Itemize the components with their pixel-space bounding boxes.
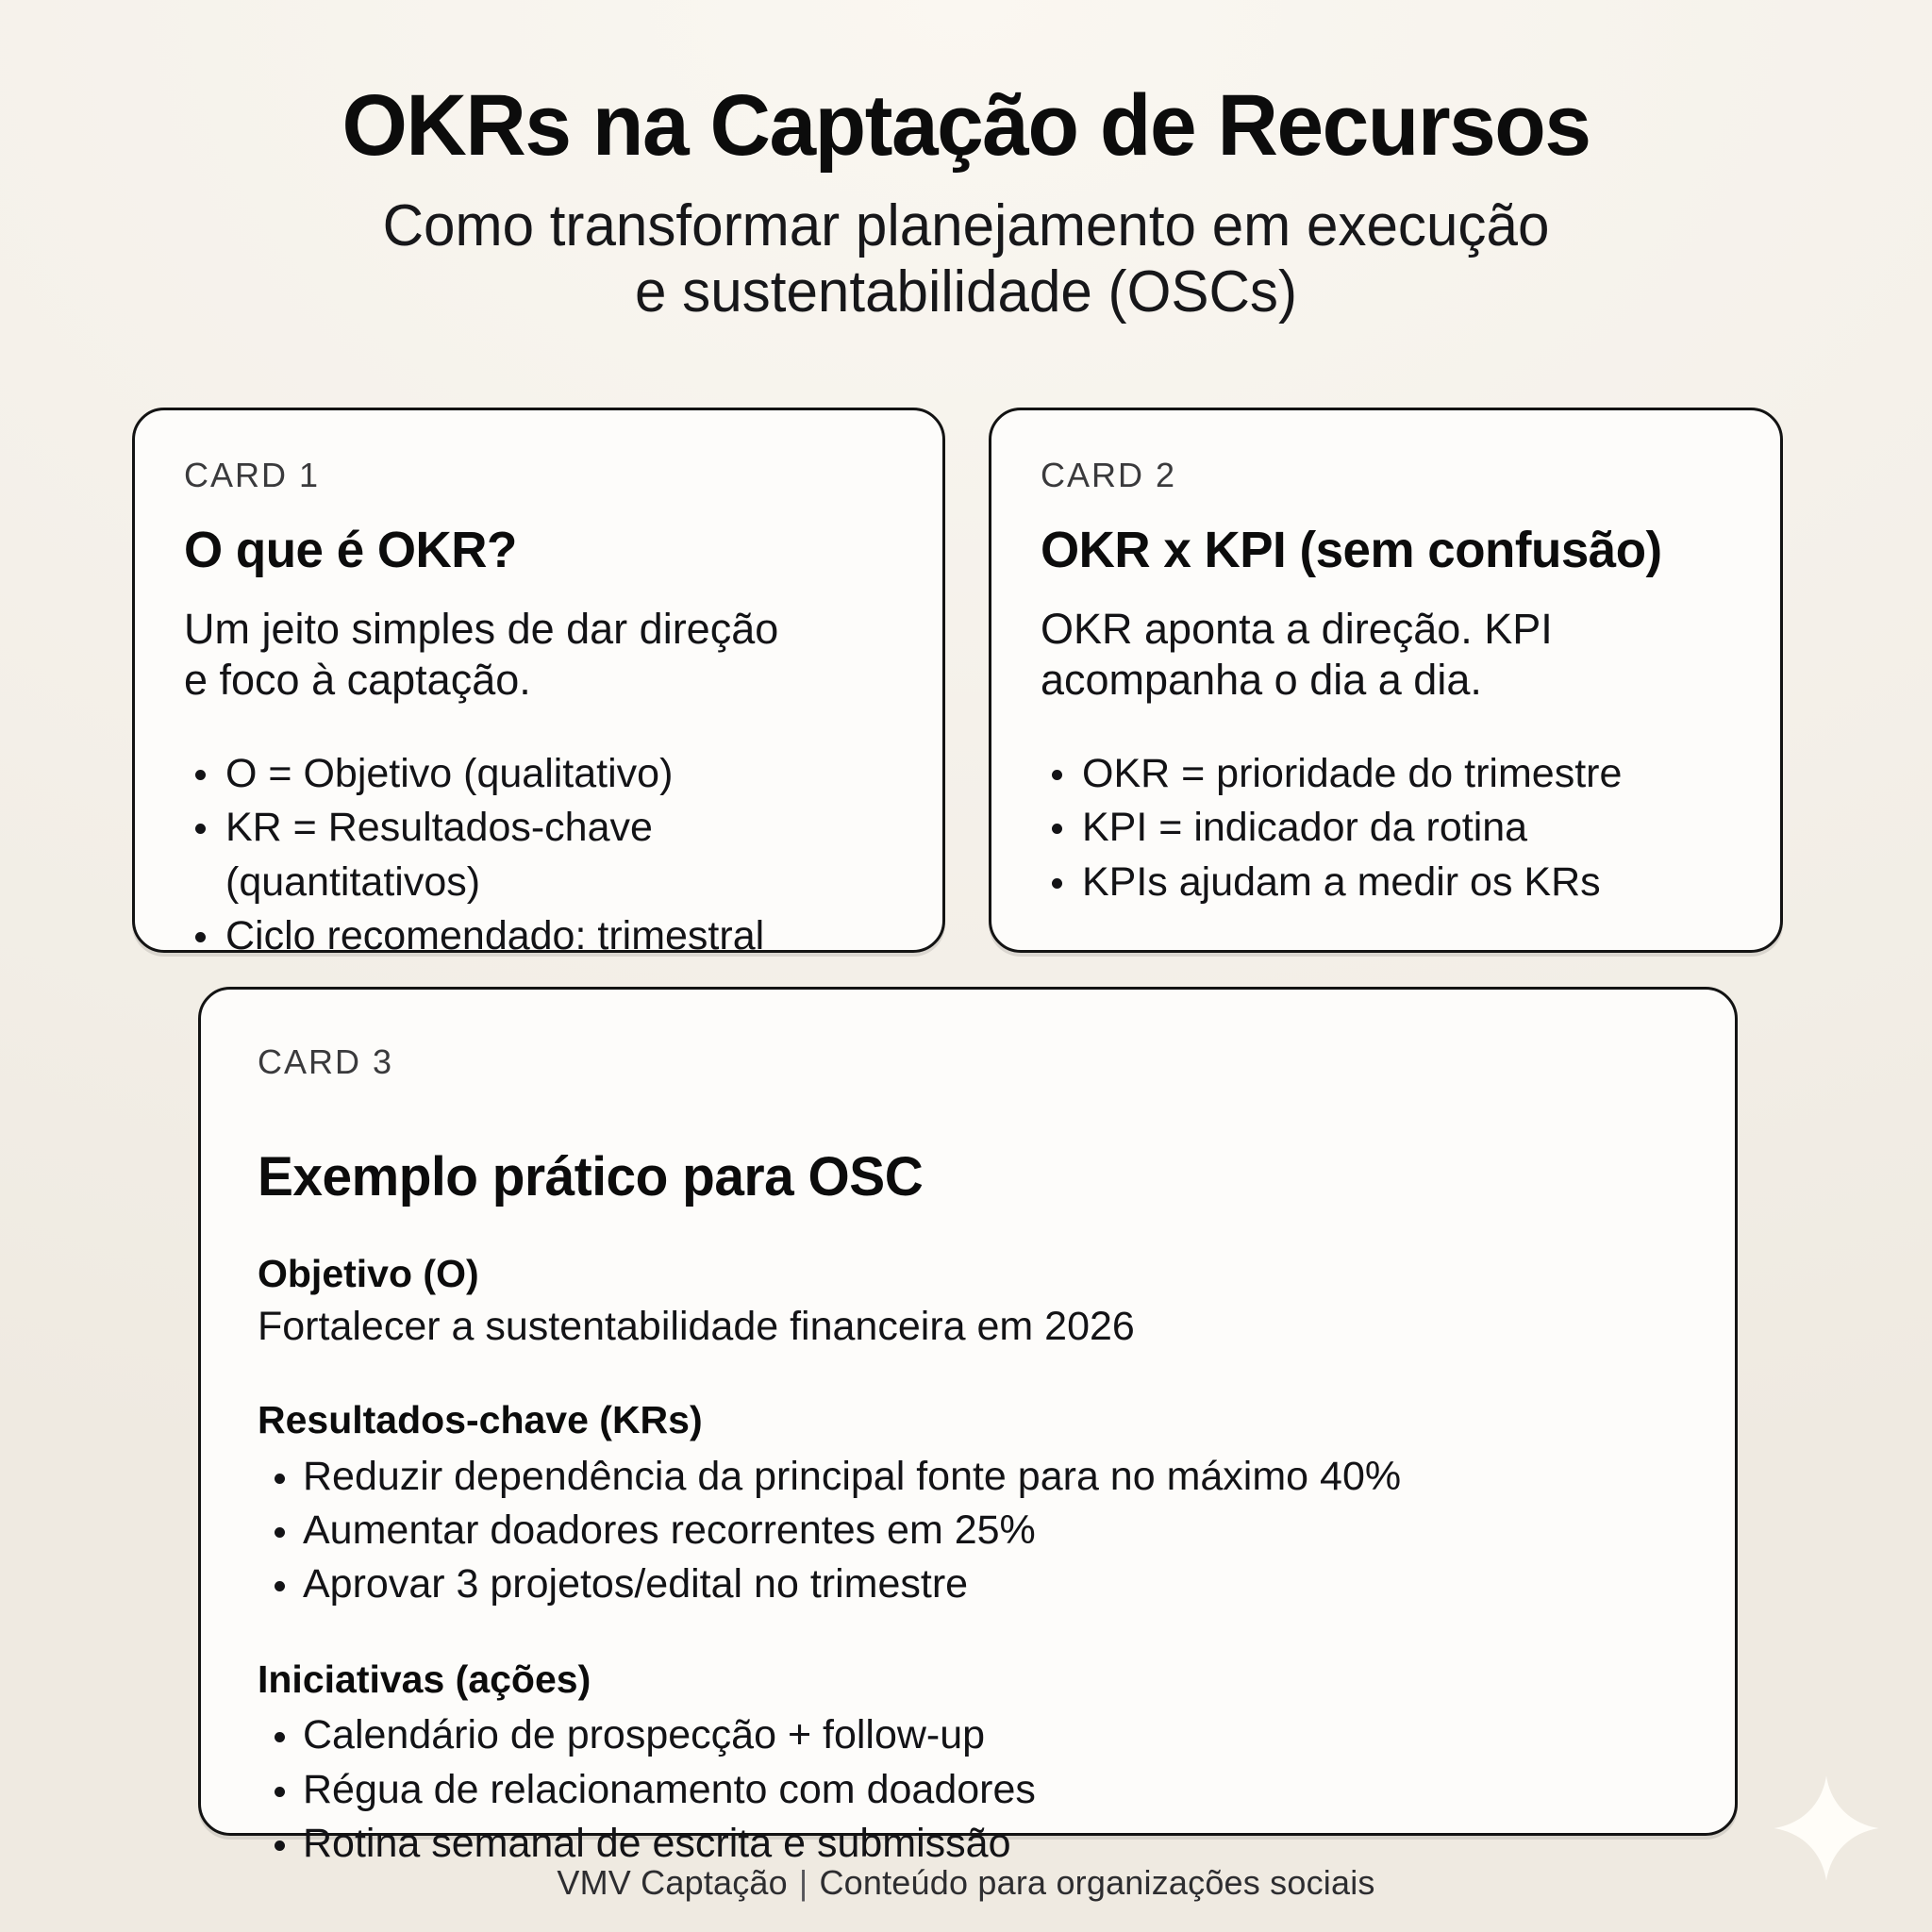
card-2-title: OKR x KPI (sem confusão): [1041, 522, 1662, 578]
card-1-lead: [184, 604, 893, 706]
page-subtitle: [29, 193, 1904, 325]
card-2-lead-line-1: OKR aponta a direção. KPI: [1041, 605, 1553, 654]
card-3-title: Exemplo prático para OSC: [258, 1146, 924, 1208]
card-1-bullet-list: [184, 747, 893, 963]
footer-tagline: Conteúdo para organizações sociais: [819, 1863, 1375, 1902]
list-item: KPIs ajudam a medir os KRs: [1041, 856, 1731, 909]
card-1-label: CARD 1: [184, 456, 321, 494]
card-3-section-iniciativas: [258, 1657, 1678, 1871]
list-item: Reduzir dependência da principal fonte para no máximo 40%: [258, 1450, 1678, 1504]
list-item: OKR = prioridade do trimestre: [1041, 747, 1731, 801]
card-3-label: CARD 3: [258, 1042, 394, 1081]
page-title: OKRs na Captação de Recursos: [341, 77, 1591, 174]
card-2[interactable]: [989, 408, 1783, 953]
card-3-section-krs: [258, 1397, 1678, 1611]
footer-divider: |: [798, 1863, 808, 1902]
card-1-title: O que é OKR?: [184, 522, 517, 578]
card-2-lead: [1041, 604, 1731, 706]
section-heading: Objetivo (O): [258, 1252, 479, 1296]
card-1-lead-line-1: Um jeito simples de dar direção: [184, 605, 779, 654]
list-item: Calendário de prospecção + follow-up: [258, 1708, 1678, 1762]
card-2-bullet-list: [1041, 747, 1731, 909]
list-item: O = Objetivo (qualitativo): [184, 747, 893, 801]
list-item: Régua de relacionamento com doadores: [258, 1763, 1678, 1817]
header: [0, 79, 1932, 325]
section-text: Fortalecer a sustentabilidade financeira em 2026: [258, 1303, 1135, 1349]
page-subtitle-line-2: e sustentabilidade (OSCs): [635, 258, 1297, 325]
card-2-label: CARD 2: [1041, 456, 1177, 494]
card-1[interactable]: [132, 408, 945, 958]
page-subtitle-line-1: Como transformar planejamento em execução: [382, 193, 1550, 259]
card-3[interactable]: [198, 987, 1738, 1866]
list-item: KPI = indicador da rotina: [1041, 801, 1731, 855]
section-heading: Resultados-chave (KRs): [258, 1398, 703, 1442]
list-item: Aumentar doadores recorrentes em 25%: [258, 1504, 1678, 1557]
card-1-lead-line-2: e foco à captação.: [184, 656, 531, 705]
footer: [0, 1863, 1932, 1903]
section-heading: Iniciativas (ações): [258, 1657, 591, 1702]
card-2-lead-line-2: acompanha o dia a dia.: [1041, 656, 1482, 705]
list-item: Rotina semanal de escrita e submissão: [258, 1817, 1678, 1871]
card-3-iniciativas-list: [258, 1708, 1678, 1871]
list-item: Aprovar 3 projetos/edital no trimestre: [258, 1557, 1678, 1611]
footer-brand: VMV Captação: [557, 1863, 788, 1902]
card-3-section-objetivo: [258, 1251, 1678, 1352]
card-3-krs-list: [258, 1450, 1678, 1612]
list-item: Ciclo recomendado: trimestral: [184, 909, 893, 963]
list-item: KR = Resultados-chave (quantitativos): [184, 801, 893, 908]
